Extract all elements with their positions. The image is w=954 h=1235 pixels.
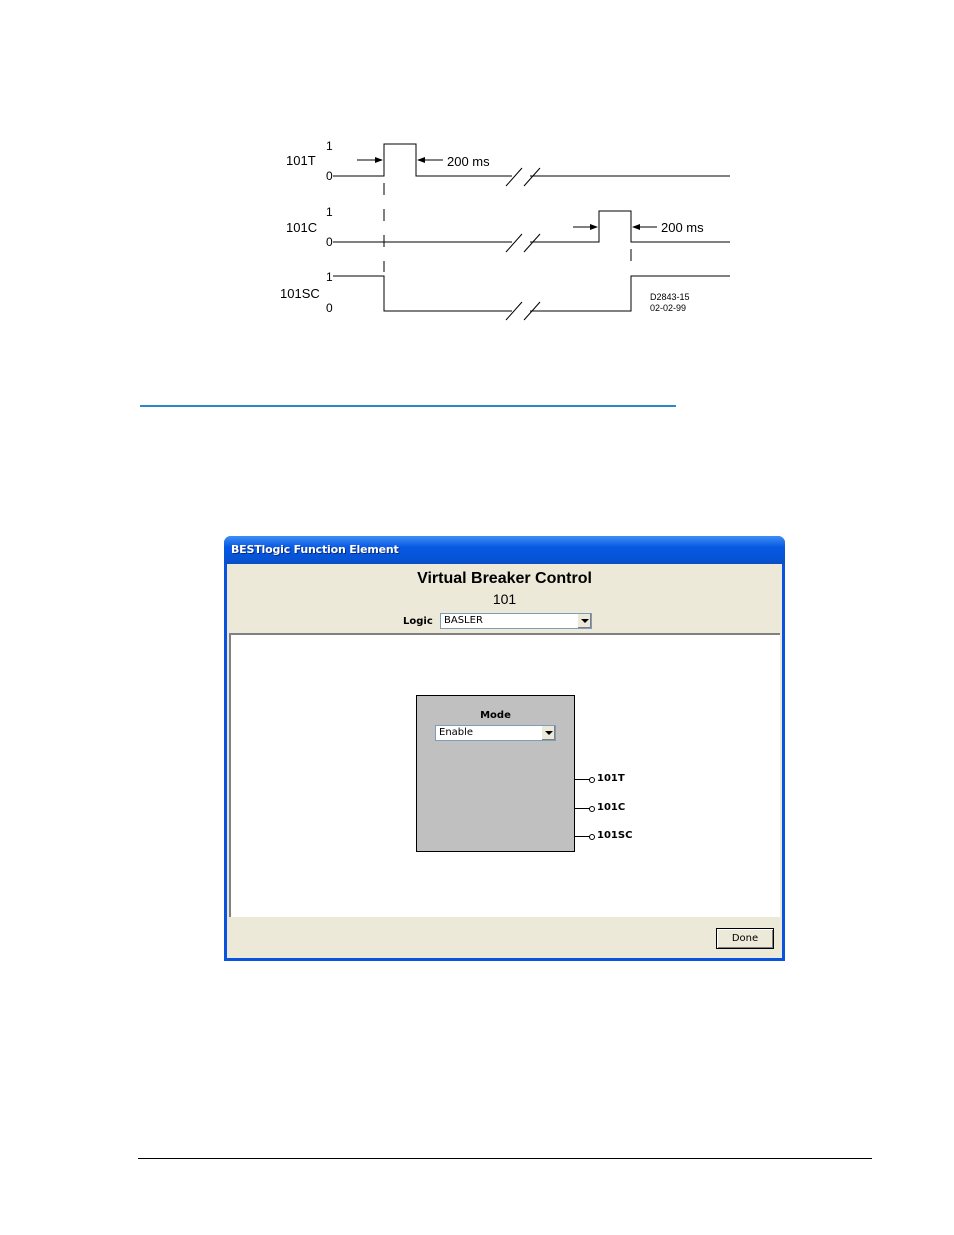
output-port-icon — [589, 834, 595, 840]
signal-label-101t: 101T — [286, 153, 316, 168]
level-low-101t: 0 — [326, 169, 333, 183]
output-label: 101SC — [597, 830, 633, 841]
bestlogic-dialog — [224, 536, 785, 961]
output-port-icon — [589, 806, 595, 812]
level-high-101sc: 1 — [326, 270, 333, 284]
level-low-101c: 0 — [326, 235, 333, 249]
window-title: BESTlogic Function Element — [231, 543, 399, 556]
signal-label-101sc: 101SC — [280, 286, 320, 301]
waveform-101t — [333, 144, 730, 176]
logic-label: Logic — [403, 616, 433, 627]
output-label: 101C — [597, 802, 626, 813]
dialog-client — [227, 564, 782, 958]
level-high-101t: 1 — [326, 139, 333, 153]
pulse-width-101t: 200 ms — [447, 154, 490, 169]
drawing-number: D2843-15 — [650, 292, 690, 302]
section-rule — [140, 405, 676, 407]
chevron-down-icon[interactable] — [577, 614, 591, 628]
pulse-width-101c: 200 ms — [661, 220, 704, 235]
element-heading: Virtual Breaker Control — [417, 570, 592, 587]
logic-canvas — [229, 633, 780, 917]
mode-select[interactable] — [435, 725, 556, 741]
function-block[interactable] — [416, 695, 575, 852]
output-label: 101T — [597, 773, 625, 784]
output-port-icon — [589, 777, 595, 783]
timing-diagram — [0, 0, 954, 330]
done-button[interactable]: Done — [716, 928, 774, 949]
logic-select[interactable] — [440, 613, 592, 629]
chevron-down-icon[interactable] — [541, 726, 555, 740]
mode-select-value: Enable — [439, 727, 474, 738]
level-low-101sc: 0 — [326, 301, 333, 315]
element-number: 101 — [492, 591, 517, 607]
signal-label-101c: 101C — [286, 220, 318, 235]
drawing-date: 02-02-99 — [650, 303, 687, 313]
mode-label: Mode — [480, 710, 511, 721]
footer-rule — [138, 1158, 872, 1159]
title-bar[interactable] — [224, 536, 785, 564]
level-high-101c: 1 — [326, 205, 333, 219]
logic-select-value: BASLER — [444, 615, 483, 626]
